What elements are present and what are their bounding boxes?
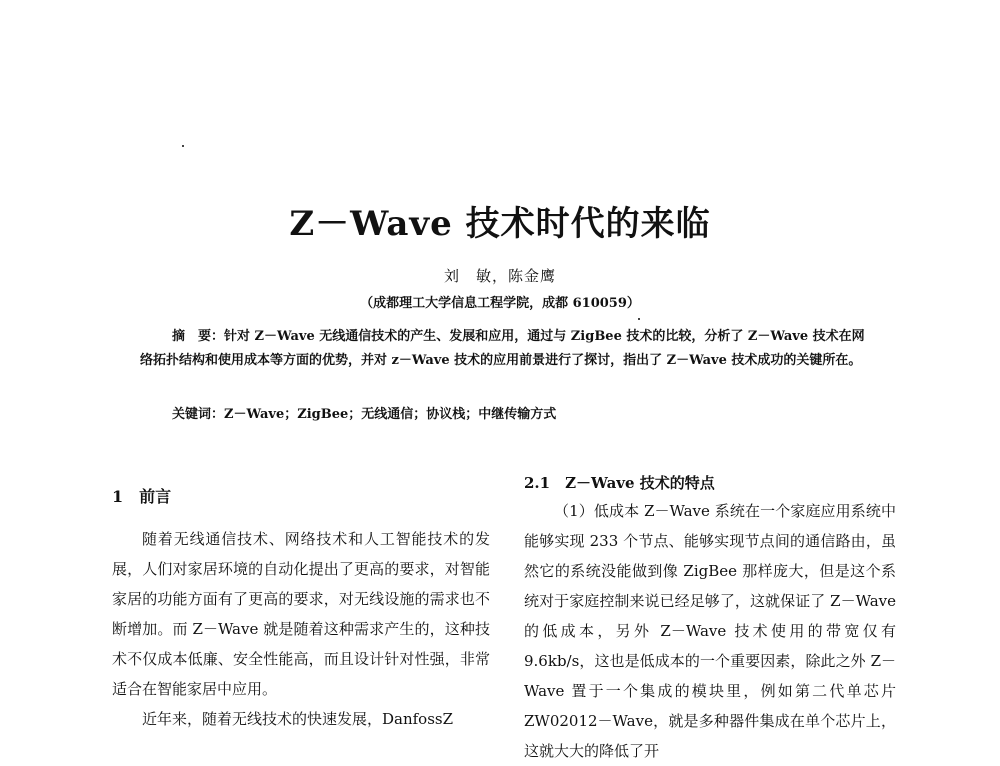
- scan-speck: [182, 145, 184, 147]
- abstract-text: 针对 Z－Wave 无线通信技术的产生、发展和应用，通过与 ZigBee 技术的比较，分析了 Z－Wave 技术在网络拓扑结构和使用成本等方面的优势，并对 z－Wave 技术的应用前景进行了探讨，指出了 Z－Wave 技术成功的关键所在。: [140, 329, 865, 368]
- section-heading-intro: 1 前言: [112, 487, 172, 506]
- scan-speck: [638, 318, 640, 320]
- keywords: [172, 403, 872, 422]
- section-heading-features: 2.1 Z－Wave 技术的特点: [524, 474, 715, 492]
- intro-paragraph-1: 随着无线通信技术、网络技术和人工智能技术的发展，人们对家居环境的自动化提出了更高的要求，对智能家居的功能方面有了更高的要求，对无线设施的需求也不断增加。而 Z－Wave 就是随着这种需求产生的，这种技术不仅成本低廉、安全性能高，而且设计针对性强，非常适合在智能家居中应用。: [112, 530, 490, 698]
- left-column: [112, 470, 490, 734]
- features-paragraph-1: （1）低成本 Z－Wave 系统在一个家庭应用系统中能够实现 233 个节点、能够实现节点间的通信路由，虽然它的系统没能做到像 ZigBee 那样庞大，但是这个系统对于家庭控制来说已经足够了，这就保证了 Z－Wave 的低成本，另外 Z－Wave 技术使用的带宽仅有 9.6kb/s，这也是低成本的一个重要因素，除此之外 Z－Wave 置于一个集成的模块里，例如第二代单芯片 ZW02012－Wave，就是多种器件集成在单个芯片上，这就大大的降低了开: [524, 502, 896, 760]
- abstract: [140, 325, 870, 373]
- keywords-label: 关键词：: [172, 407, 225, 422]
- right-column: [524, 470, 896, 766]
- abstract-label: 摘 要：: [172, 329, 225, 344]
- paper-authors: 刘 敏，陈金鹰: [443, 267, 556, 285]
- paper-title: Z－Wave 技术时代的来临: [289, 204, 711, 244]
- paper-affiliation: （成都理工大学信息工程学院，成都 610059）: [360, 296, 640, 311]
- intro-paragraph-2: 近年来，随着无线技术的快速发展，DanfossZ: [142, 710, 454, 728]
- keywords-text: Z－Wave；ZigBee；无线通信；协议栈；中继传输方式: [224, 407, 557, 422]
